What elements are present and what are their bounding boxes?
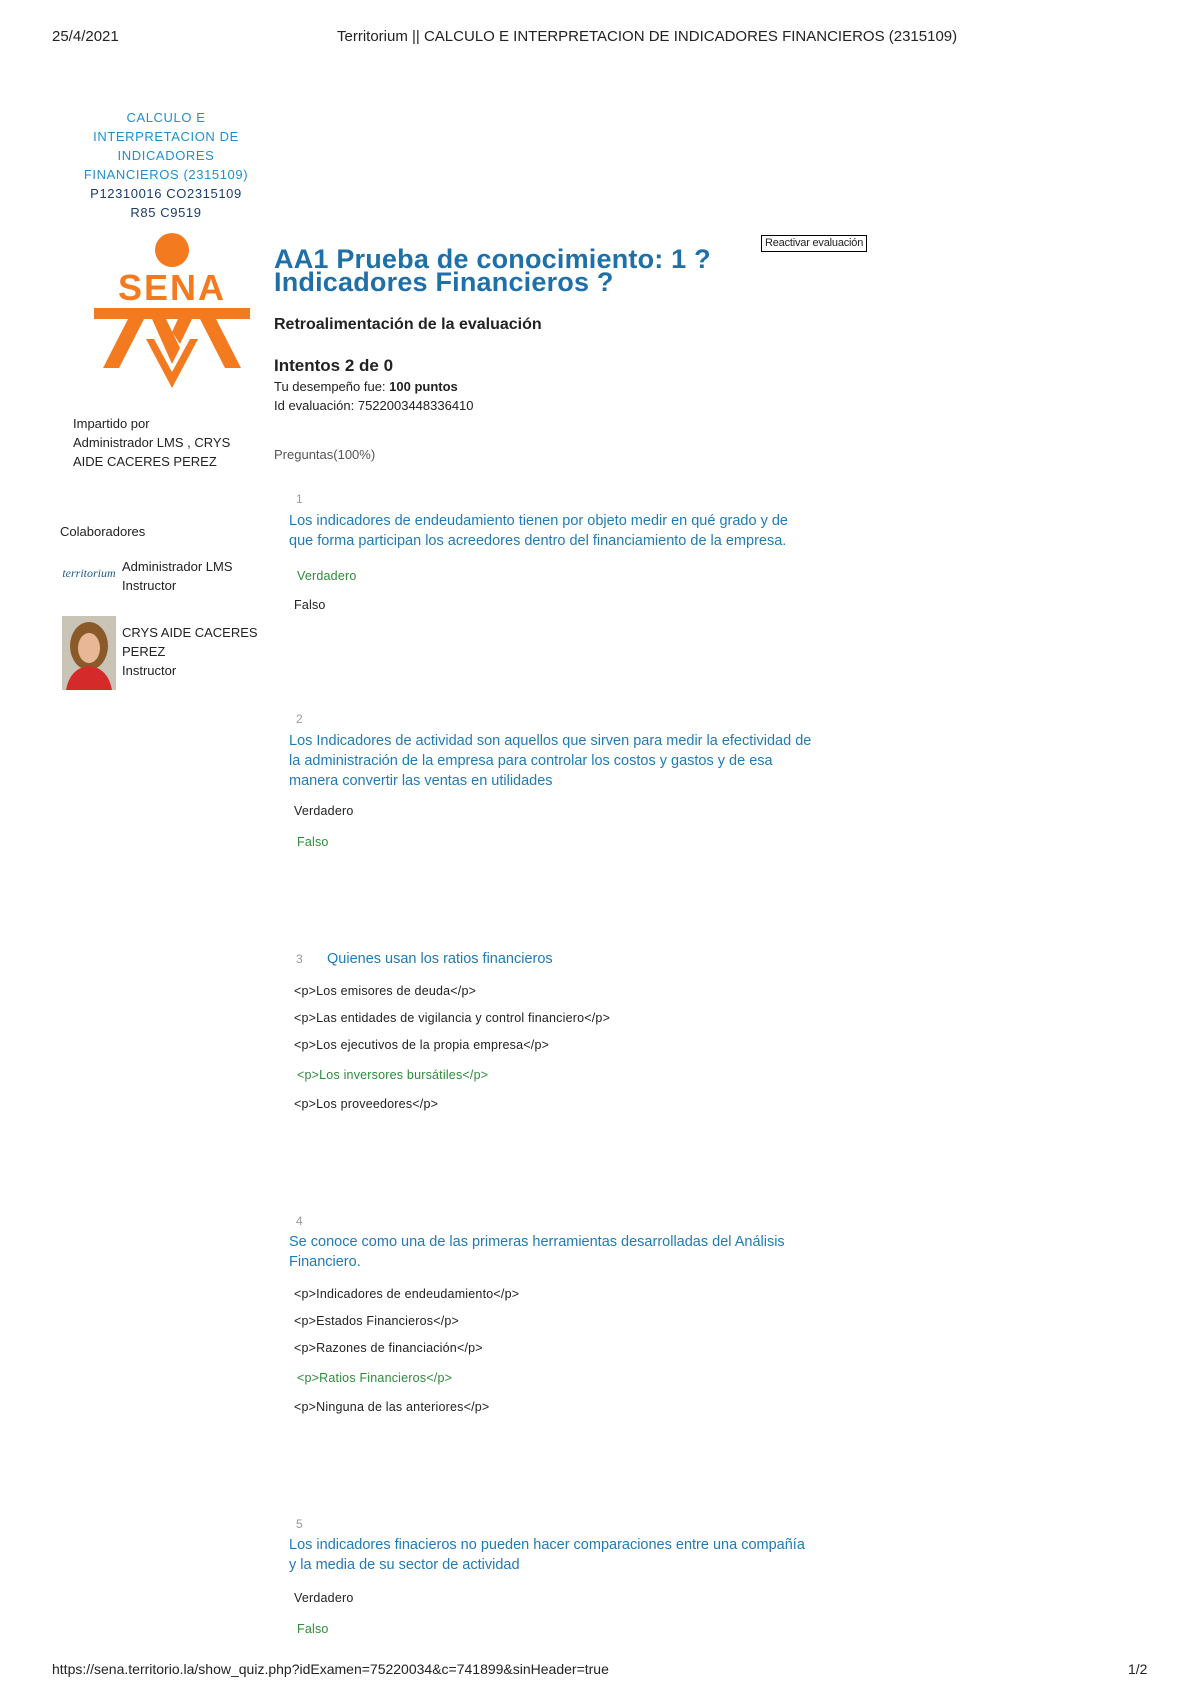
question-text-line: la administración de la empresa para controlar los costos y gastos y de esa — [289, 753, 773, 769]
answer-option[interactable]: <p>Estados Financieros</p> — [294, 1314, 460, 1328]
quiz-title-line: AA1 Prueba de conocimiento: 1 ? — [274, 244, 711, 274]
taught-by-line: AIDE CACERES PEREZ — [73, 454, 217, 469]
question-text: Quienes usan los ratios financieros — [327, 951, 553, 967]
answer-option[interactable]: <p>Indicadores de endeudamiento</p> — [294, 1287, 520, 1301]
question-text-line: Financiero. — [289, 1254, 361, 1270]
performance-line — [274, 377, 458, 396]
performance-value: 100 puntos — [389, 379, 458, 394]
answer-option[interactable]: <p>Las entidades de vigilancia y control financiero</p> — [294, 1011, 611, 1025]
print-title: Territorium || CALCULO E INTERPRETACION DE INDICADORES FINANCIEROS (2315109) — [337, 28, 958, 45]
course-code-line: P12310016 CO2315109 — [90, 186, 242, 201]
reactivate-evaluation-button[interactable]: Reactivar evaluación — [761, 235, 867, 252]
print-date: 25/4/2021 — [52, 28, 119, 45]
collaborator-avatar — [62, 557, 116, 587]
answer-option[interactable]: <p>Razones de financiación</p> — [294, 1341, 483, 1355]
question-number: 1 — [296, 492, 303, 506]
question-text-line: Los indicadores finacieros no pueden hacer comparaciones entre una compañía — [289, 1537, 805, 1553]
collaborator-role: Instructor — [122, 663, 177, 678]
answer-option-correct[interactable]: <p>Ratios Financieros</p> — [297, 1371, 453, 1385]
print-url: https://sena.territorio.la/show_quiz.php?idExamen=75220034&c=741899&sinHeader=true — [52, 1661, 609, 1677]
answer-option[interactable]: <p>Los emisores de deuda</p> — [294, 984, 477, 998]
performance-label: Tu desempeño fue: — [274, 379, 390, 394]
course-title-line: INDICADORES — [117, 148, 215, 163]
question-text-line: y la media de su sector de actividad — [289, 1557, 520, 1573]
question-number: 2 — [296, 712, 303, 726]
collaborator-photo — [62, 616, 116, 690]
question-text-line: Los Indicadores de actividad son aquellos que sirven para medir la efectividad de — [289, 733, 812, 749]
taught-by-label: Impartido por — [73, 416, 150, 431]
course-code-line: R85 C9519 — [130, 205, 202, 220]
quiz-title-line: Indicadores Financieros ? — [274, 267, 614, 297]
sena-logo — [92, 232, 252, 388]
answer-option-correct[interactable]: Falso — [297, 1622, 329, 1636]
print-page-number: 1/2 — [1128, 1661, 1148, 1677]
question-text-line: Los indicadores de endeudamiento tienen por objeto medir en qué grado y de — [289, 513, 788, 529]
question-number: 5 — [296, 1517, 303, 1531]
question-text-line: que forma participan los acreedores dentro del financiamiento de la empresa. — [289, 533, 787, 549]
sena-logo-text: SENA — [117, 267, 227, 308]
collaborator-name: PEREZ — [122, 644, 166, 659]
course-title-line: INTERPRETACION DE — [93, 129, 239, 144]
course-title[interactable] — [60, 108, 272, 222]
answer-option-correct[interactable]: Falso — [297, 835, 329, 849]
question-text — [289, 1232, 879, 1272]
answer-option-correct[interactable]: <p>Los inversores bursátiles</p> — [297, 1068, 489, 1082]
answer-option-correct[interactable]: Verdadero — [297, 569, 357, 583]
question-text-line: manera convertir las ventas en utilidades — [289, 773, 553, 789]
question-text-line: Se conoce como una de las primeras herramientas desarrolladas del Análisis — [289, 1234, 785, 1250]
answer-option[interactable]: Verdadero — [294, 1591, 354, 1605]
questions-score: Preguntas(100%) — [274, 447, 376, 462]
collaborator-name[interactable]: Administrador LMS — [122, 559, 233, 574]
question-text — [289, 731, 879, 791]
quiz-title — [274, 244, 794, 297]
question-text — [289, 511, 879, 551]
collaborator-role: Instructor — [122, 578, 177, 593]
course-title-line: CALCULO E — [126, 110, 206, 125]
course-title-line: FINANCIEROS (2315109) — [83, 167, 249, 182]
collaborators-heading: Colaboradores — [60, 524, 146, 539]
question-text — [289, 1535, 879, 1575]
taught-by-line: Administrador LMS , CRYS — [73, 435, 231, 450]
answer-option[interactable]: <p>Los ejecutivos de la propia empresa</p> — [294, 1038, 550, 1052]
feedback-heading: Retroalimentación de la evaluación — [274, 316, 542, 333]
collaborator-name[interactable]: CRYS AIDE CACERES — [122, 625, 258, 640]
question-number: 4 — [296, 1214, 303, 1228]
answer-option[interactable]: Verdadero — [294, 804, 354, 818]
question-number: 3 — [296, 952, 303, 966]
territorium-logo-text: territorium — [62, 566, 116, 580]
answer-option[interactable]: <p>Los proveedores</p> — [294, 1097, 439, 1111]
evaluation-id: Id evaluación: 7522003448336410 — [274, 398, 474, 413]
answer-option[interactable]: Falso — [294, 598, 326, 612]
attempts-heading: Intentos 2 de 0 — [274, 356, 394, 375]
answer-option[interactable]: <p>Ninguna de las anteriores</p> — [294, 1400, 490, 1414]
